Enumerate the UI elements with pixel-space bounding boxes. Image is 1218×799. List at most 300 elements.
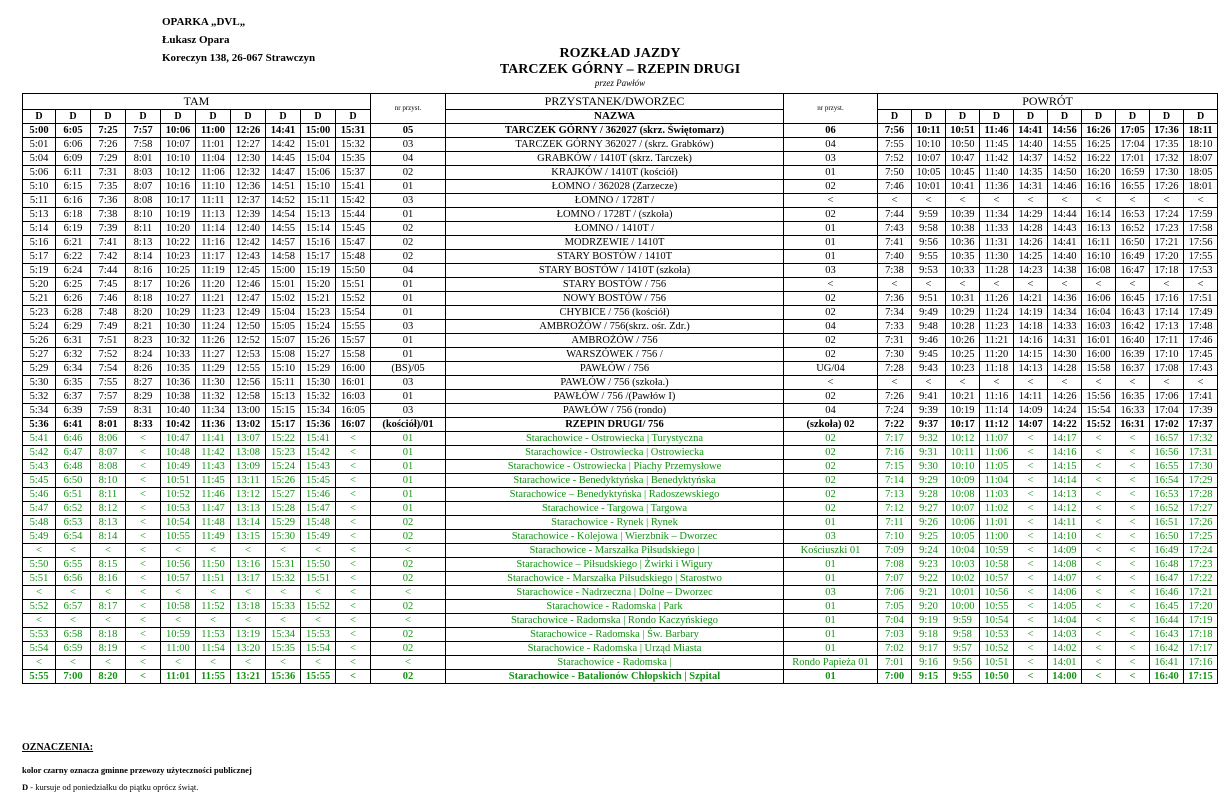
powrot-time: 16:22 xyxy=(1082,152,1116,166)
powrot-time: 14:26 xyxy=(1048,390,1082,404)
tam-time: 11:32 xyxy=(196,390,231,404)
tam-time: 15:01 xyxy=(301,138,336,152)
stop-number-tam: 01 xyxy=(371,306,446,320)
powrot-time: 16:49 xyxy=(1116,250,1150,264)
powrot-time: < xyxy=(1014,572,1048,586)
powrot-time: 7:34 xyxy=(878,306,912,320)
tam-time: 5:23 xyxy=(23,306,56,320)
stop-number-powrot: 02 xyxy=(784,502,878,516)
powrot-time: 16:48 xyxy=(1150,558,1184,572)
powrot-time: 16:16 xyxy=(1082,180,1116,194)
powrot-time: 16:45 xyxy=(1116,292,1150,306)
tam-time: 15:54 xyxy=(336,306,371,320)
tam-time: 11:43 xyxy=(196,460,231,474)
tam-time: 15:27 xyxy=(301,348,336,362)
tam-time: 11:11 xyxy=(196,194,231,208)
tam-time: < xyxy=(126,586,161,600)
day-code: D xyxy=(301,110,336,124)
tam-time: 6:55 xyxy=(56,558,91,572)
tam-time: 15:10 xyxy=(301,180,336,194)
tam-time: 8:18 xyxy=(126,292,161,306)
tam-time: 8:14 xyxy=(126,250,161,264)
tam-time: 7:36 xyxy=(91,194,126,208)
powrot-time: 16:44 xyxy=(1150,614,1184,628)
tam-time: 6:19 xyxy=(56,222,91,236)
stop-number-tam: 01 xyxy=(371,292,446,306)
powrot-time: 11:42 xyxy=(980,152,1014,166)
stop-name: Starachowice - Radomska | Św. Barbary xyxy=(446,628,784,642)
table-row xyxy=(23,460,1218,474)
tam-time: 11:41 xyxy=(196,432,231,446)
tam-time: < xyxy=(126,670,161,684)
day-code: D xyxy=(266,110,301,124)
tam-time: 8:16 xyxy=(126,264,161,278)
stop-number-tam: 01 xyxy=(371,278,446,292)
tam-time: 15:50 xyxy=(336,264,371,278)
tam-header: TAM xyxy=(23,94,371,110)
powrot-time: 14:02 xyxy=(1048,642,1082,656)
powrot-time: 14:09 xyxy=(1014,404,1048,418)
tam-time: 15:00 xyxy=(266,264,301,278)
powrot-time: 9:56 xyxy=(946,656,980,670)
powrot-time: 17:24 xyxy=(1184,544,1218,558)
tam-time: 15:24 xyxy=(301,320,336,334)
day-code: D xyxy=(878,110,912,124)
tam-time: 8:33 xyxy=(126,418,161,432)
powrot-time: < xyxy=(1082,376,1116,390)
tam-time: 8:23 xyxy=(126,334,161,348)
tam-time: < xyxy=(126,628,161,642)
table-row xyxy=(23,152,1218,166)
powrot-time: < xyxy=(1082,586,1116,600)
tam-time: 11:36 xyxy=(196,418,231,432)
powrot-time: 10:51 xyxy=(946,124,980,138)
stop-number-tam: 01 xyxy=(371,334,446,348)
stop-name: Starachowice - Benedyktyńska | Benedyktyńska xyxy=(446,474,784,488)
tam-time: 15:11 xyxy=(301,194,336,208)
day-code: D xyxy=(1150,110,1184,124)
tam-time: 15:51 xyxy=(336,278,371,292)
stop-name: Starachowice - Nadrzeczna | Dolne – Dworzec xyxy=(446,586,784,600)
stop-number-tam: 01 xyxy=(371,474,446,488)
day-code: D xyxy=(196,110,231,124)
table-row xyxy=(23,558,1218,572)
tam-time: < xyxy=(336,670,371,684)
powrot-time: 17:30 xyxy=(1150,166,1184,180)
tam-time: 15:31 xyxy=(336,124,371,138)
powrot-time: < xyxy=(1116,544,1150,558)
tam-time: 8:20 xyxy=(126,306,161,320)
powrot-time: 16:06 xyxy=(1082,292,1116,306)
powrot-time: < xyxy=(1116,474,1150,488)
powrot-time: 16:42 xyxy=(1116,320,1150,334)
tam-time: 12:42 xyxy=(231,236,266,250)
tam-time: 7:26 xyxy=(91,138,126,152)
powrot-time: < xyxy=(1014,656,1048,670)
powrot-time: 10:11 xyxy=(946,446,980,460)
tam-time: 7:48 xyxy=(91,306,126,320)
tam-time: 10:52 xyxy=(161,488,196,502)
powrot-time: < xyxy=(1116,278,1150,292)
tam-time: 8:18 xyxy=(91,628,126,642)
tam-time: < xyxy=(56,544,91,558)
tam-time: 6:06 xyxy=(56,138,91,152)
powrot-time: < xyxy=(1014,488,1048,502)
powrot-time: 11:01 xyxy=(980,516,1014,530)
powrot-time: 7:24 xyxy=(878,404,912,418)
stop-number-powrot: < xyxy=(784,194,878,208)
powrot-time: < xyxy=(1082,502,1116,516)
powrot-time: 14:52 xyxy=(1048,152,1082,166)
tam-time: < xyxy=(336,474,371,488)
tam-time: 15:19 xyxy=(301,264,336,278)
powrot-time: 10:38 xyxy=(946,222,980,236)
powrot-time: < xyxy=(1014,544,1048,558)
tam-time: 8:10 xyxy=(126,208,161,222)
stop-number-powrot: 01 xyxy=(784,250,878,264)
stop-name: WARSZÓWEK / 756 / xyxy=(446,348,784,362)
tam-time: 12:27 xyxy=(231,138,266,152)
powrot-time: < xyxy=(1116,600,1150,614)
powrot-time: 10:17 xyxy=(946,418,980,432)
powrot-time: 14:43 xyxy=(1048,222,1082,236)
stop-name: STARY BOSTÓW / 1410T xyxy=(446,250,784,264)
day-code: D xyxy=(1014,110,1048,124)
stop-number-powrot: 03 xyxy=(784,264,878,278)
powrot-time: 16:57 xyxy=(1150,432,1184,446)
tam-time: 10:47 xyxy=(161,432,196,446)
tam-time: < xyxy=(126,642,161,656)
tam-time: 15:06 xyxy=(301,166,336,180)
powrot-time: 9:30 xyxy=(912,460,946,474)
tam-time: < xyxy=(231,586,266,600)
powrot-time: 7:43 xyxy=(878,222,912,236)
stop-number-powrot: 03 xyxy=(784,152,878,166)
stop-number-tam: 02 xyxy=(371,572,446,586)
powrot-time: < xyxy=(1014,432,1048,446)
stop-number-powrot: 02 xyxy=(784,348,878,362)
tam-time: < xyxy=(126,558,161,572)
day-code: D xyxy=(912,110,946,124)
powrot-time: < xyxy=(1014,628,1048,642)
powrot-time: 9:29 xyxy=(912,474,946,488)
tam-time: 15:49 xyxy=(301,530,336,544)
powrot-time: 14:41 xyxy=(1048,236,1082,250)
stop-number-tam: 02 xyxy=(371,250,446,264)
powrot-time: 17:04 xyxy=(1116,138,1150,152)
tam-time: 8:10 xyxy=(91,474,126,488)
powrot-time: 17:06 xyxy=(1150,390,1184,404)
tam-time: 8:26 xyxy=(126,362,161,376)
day-code: D xyxy=(1116,110,1150,124)
table-row xyxy=(23,404,1218,418)
tam-time: 7:51 xyxy=(91,334,126,348)
powrot-time: 17:45 xyxy=(1184,348,1218,362)
tam-time: 15:42 xyxy=(336,194,371,208)
tam-time: 11:06 xyxy=(196,166,231,180)
day-code: D xyxy=(126,110,161,124)
tam-time: 6:05 xyxy=(56,124,91,138)
tam-time: 15:33 xyxy=(266,600,301,614)
powrot-time: 9:22 xyxy=(912,572,946,586)
tam-time: 8:21 xyxy=(126,320,161,334)
day-code: D xyxy=(161,110,196,124)
tam-time: 15:23 xyxy=(301,306,336,320)
powrot-time: 16:55 xyxy=(1116,180,1150,194)
tam-time: 15:29 xyxy=(266,516,301,530)
tam-time: 15:22 xyxy=(266,432,301,446)
tam-time: 8:17 xyxy=(91,600,126,614)
stop-name: Starachowice - Marszałka Piłsudskiego | Starostwo xyxy=(446,572,784,586)
powrot-time: 16:42 xyxy=(1150,642,1184,656)
tam-time: 10:27 xyxy=(161,292,196,306)
tam-time: 5:16 xyxy=(23,236,56,250)
powrot-time: 16:25 xyxy=(1082,138,1116,152)
powrot-time: 7:15 xyxy=(878,460,912,474)
tam-time: 10:55 xyxy=(161,530,196,544)
powrot-time: 10:36 xyxy=(946,236,980,250)
powrot-time: 17:05 xyxy=(1116,124,1150,138)
powrot-time: 7:12 xyxy=(878,502,912,516)
tam-time: 12:53 xyxy=(231,348,266,362)
tam-time: < xyxy=(231,656,266,670)
stop-number-powrot: 04 xyxy=(784,320,878,334)
tam-time: 13:15 xyxy=(231,530,266,544)
powrot-time: 17:01 xyxy=(1116,152,1150,166)
powrot-time: 11:36 xyxy=(980,180,1014,194)
stop-name: ŁOMNO / 1728T / (szkoła) xyxy=(446,208,784,222)
tam-time: 16:00 xyxy=(336,362,371,376)
tam-time: 7:38 xyxy=(91,208,126,222)
powrot-time: 11:05 xyxy=(980,460,1014,474)
table-row xyxy=(23,376,1218,390)
tam-time: 16:05 xyxy=(336,404,371,418)
powrot-time: 16:10 xyxy=(1082,250,1116,264)
powrot-time: 10:51 xyxy=(980,656,1014,670)
powrot-time: 9:45 xyxy=(912,348,946,362)
powrot-time: < xyxy=(1014,642,1048,656)
powrot-time: 16:49 xyxy=(1150,544,1184,558)
stop-number-powrot: 01 xyxy=(784,600,878,614)
powrot-time: 7:03 xyxy=(878,628,912,642)
powrot-time: 16:08 xyxy=(1082,264,1116,278)
stop-name: Starachowice - Radomska | Rondo Kaczyńskiego xyxy=(446,614,784,628)
stop-number-powrot: 02 xyxy=(784,292,878,306)
stop-number-powrot: 01 xyxy=(784,642,878,656)
route-title: TARCZEK GÓRNY – RZEPIN DRUGI xyxy=(499,62,741,77)
tam-time: 7:58 xyxy=(126,138,161,152)
stop-name: Starachowice - Ostrowiecka | Turystyczna xyxy=(446,432,784,446)
stop-number-powrot: 01 xyxy=(784,222,878,236)
powrot-time: < xyxy=(1150,194,1184,208)
stop-number-tam: 03 xyxy=(371,138,446,152)
tam-time: 7:46 xyxy=(91,292,126,306)
tam-time: 6:35 xyxy=(56,376,91,390)
tam-time: 15:47 xyxy=(336,236,371,250)
stop-number-powrot: 01 xyxy=(784,236,878,250)
powrot-time: 14:22 xyxy=(1048,418,1082,432)
powrot-time: 7:56 xyxy=(878,124,912,138)
tam-time: 15:41 xyxy=(336,180,371,194)
tam-time: 15:31 xyxy=(266,558,301,572)
tam-time: 15:48 xyxy=(301,516,336,530)
powrot-time: 7:02 xyxy=(878,642,912,656)
powrot-time: 10:03 xyxy=(946,558,980,572)
stop-number-tam: 02 xyxy=(371,600,446,614)
tam-time: 12:46 xyxy=(231,278,266,292)
tam-time: 12:50 xyxy=(231,320,266,334)
tam-time: < xyxy=(126,516,161,530)
tam-time: 5:51 xyxy=(23,572,56,586)
tam-time: 15:43 xyxy=(301,460,336,474)
powrot-time: 14:25 xyxy=(1014,250,1048,264)
powrot-time: < xyxy=(878,376,912,390)
tam-time: 13:14 xyxy=(231,516,266,530)
tam-time: 13:11 xyxy=(231,474,266,488)
tam-time: 5:42 xyxy=(23,446,56,460)
tam-time: 5:49 xyxy=(23,530,56,544)
tam-time: < xyxy=(91,656,126,670)
tam-time: 10:06 xyxy=(161,124,196,138)
tam-time: < xyxy=(126,446,161,460)
stop-number-powrot: 03 xyxy=(784,530,878,544)
stop-number-powrot: 02 xyxy=(784,306,878,320)
powrot-time: 16:54 xyxy=(1150,474,1184,488)
tam-time: 11:47 xyxy=(196,502,231,516)
powrot-time: 16:52 xyxy=(1116,222,1150,236)
tam-time: 6:52 xyxy=(56,502,91,516)
powrot-time: 18:10 xyxy=(1184,138,1218,152)
powrot-time: 17:21 xyxy=(1150,236,1184,250)
powrot-time: 14:36 xyxy=(1048,292,1082,306)
powrot-time: 16:40 xyxy=(1116,334,1150,348)
tam-time: < xyxy=(196,544,231,558)
tam-time: 15:35 xyxy=(266,642,301,656)
powrot-time: 7:16 xyxy=(878,446,912,460)
stop-number-tam: < xyxy=(371,614,446,628)
powrot-time: 17:28 xyxy=(1184,488,1218,502)
stop-number-tam: 01 xyxy=(371,390,446,404)
powrot-time: < xyxy=(1014,614,1048,628)
stop-number-header-powrot: nr przyst. xyxy=(784,94,878,124)
powrot-time: 17:25 xyxy=(1184,530,1218,544)
stop-number-tam: 02 xyxy=(371,236,446,250)
powrot-time: 9:51 xyxy=(912,292,946,306)
tam-time: 15:58 xyxy=(336,348,371,362)
tam-time: 15:50 xyxy=(301,558,336,572)
tam-time: 15:01 xyxy=(266,278,301,292)
tam-time: 6:37 xyxy=(56,390,91,404)
tam-time: 6:58 xyxy=(56,628,91,642)
tam-time: 11:19 xyxy=(196,264,231,278)
stop-number-powrot: 01 xyxy=(784,166,878,180)
powrot-time: 7:52 xyxy=(878,152,912,166)
stop-name: Starachowice - Kolejowa | Wierzbnik – Dworzec xyxy=(446,530,784,544)
stop-number-powrot: 04 xyxy=(784,404,878,418)
tam-time: 15:26 xyxy=(301,334,336,348)
tam-time: 11:48 xyxy=(196,516,231,530)
tam-time: 7:39 xyxy=(91,222,126,236)
tam-time: 11:26 xyxy=(196,334,231,348)
tam-time: 15:54 xyxy=(301,642,336,656)
stop-number-tam: 02 xyxy=(371,222,446,236)
stop-name: AMBROŻÓW / 756(skrz. ośr. Zdr.) xyxy=(446,320,784,334)
route-via: przez Pawłów xyxy=(594,78,646,88)
tam-time: 7:44 xyxy=(91,264,126,278)
stop-number-tam: < xyxy=(371,544,446,558)
tam-time: 15:02 xyxy=(266,292,301,306)
powrot-time: 18:05 xyxy=(1184,166,1218,180)
stop-name: Starachowice - Ostrowiecka | Piachy Przemysłowe xyxy=(446,460,784,474)
tam-time: < xyxy=(91,544,126,558)
tam-time: < xyxy=(336,628,371,642)
powrot-time: 17:49 xyxy=(1184,306,1218,320)
powrot-time: 14:16 xyxy=(1048,446,1082,460)
tam-time: 10:38 xyxy=(161,390,196,404)
tam-time: 14:54 xyxy=(266,208,301,222)
tam-time: 10:16 xyxy=(161,180,196,194)
powrot-time: 16:03 xyxy=(1082,320,1116,334)
powrot-time: 17:51 xyxy=(1184,292,1218,306)
tam-time: 7:35 xyxy=(91,180,126,194)
powrot-time: 14:17 xyxy=(1048,432,1082,446)
powrot-time: 16:45 xyxy=(1150,600,1184,614)
tam-time: 15:36 xyxy=(266,670,301,684)
powrot-header: POWRÓT xyxy=(878,94,1218,110)
powrot-time: 16:37 xyxy=(1116,362,1150,376)
tam-time: 12:55 xyxy=(231,362,266,376)
powrot-time: 7:00 xyxy=(878,670,912,684)
stop-number-tam: 02 xyxy=(371,628,446,642)
stop-number-tam: 01 xyxy=(371,488,446,502)
tam-time: 14:57 xyxy=(266,236,301,250)
powrot-time: 7:07 xyxy=(878,572,912,586)
stop-name: ŁOMNO / 1728T / xyxy=(446,194,784,208)
tam-time: < xyxy=(266,586,301,600)
tam-time: 8:27 xyxy=(126,376,161,390)
stop-number-powrot: 01 xyxy=(784,572,878,586)
day-code: D xyxy=(91,110,126,124)
powrot-time: 7:17 xyxy=(878,432,912,446)
table-row xyxy=(23,502,1218,516)
tam-time: 16:07 xyxy=(336,418,371,432)
stop-number-tam: 01 xyxy=(371,432,446,446)
table-row xyxy=(23,194,1218,208)
powrot-time: 14:55 xyxy=(1048,138,1082,152)
powrot-time: 7:44 xyxy=(878,208,912,222)
tam-time: < xyxy=(126,432,161,446)
table-row xyxy=(23,516,1218,530)
tam-time: < xyxy=(336,516,371,530)
stop-number-powrot: 01 xyxy=(784,628,878,642)
powrot-time: 14:38 xyxy=(1048,264,1082,278)
stop-name: TARCZEK GÓRNY 362027 / (skrz. Grabków) xyxy=(446,138,784,152)
tam-time: 13:17 xyxy=(231,572,266,586)
stop-number-tam: 01 xyxy=(371,446,446,460)
powrot-time: 17:30 xyxy=(1184,460,1218,474)
tam-time: 15:32 xyxy=(301,390,336,404)
powrot-time: 11:30 xyxy=(980,250,1014,264)
stop-number-powrot: 02 xyxy=(784,390,878,404)
table-row xyxy=(23,362,1218,376)
tam-time: 15:08 xyxy=(266,348,301,362)
day-code: D xyxy=(946,110,980,124)
powrot-time: < xyxy=(1184,376,1218,390)
stop-name: STARY BOSTÓW / 1410T (szkoła) xyxy=(446,264,784,278)
tam-time: 8:24 xyxy=(126,348,161,362)
powrot-time: 10:52 xyxy=(980,642,1014,656)
tam-time: 15:36 xyxy=(301,418,336,432)
